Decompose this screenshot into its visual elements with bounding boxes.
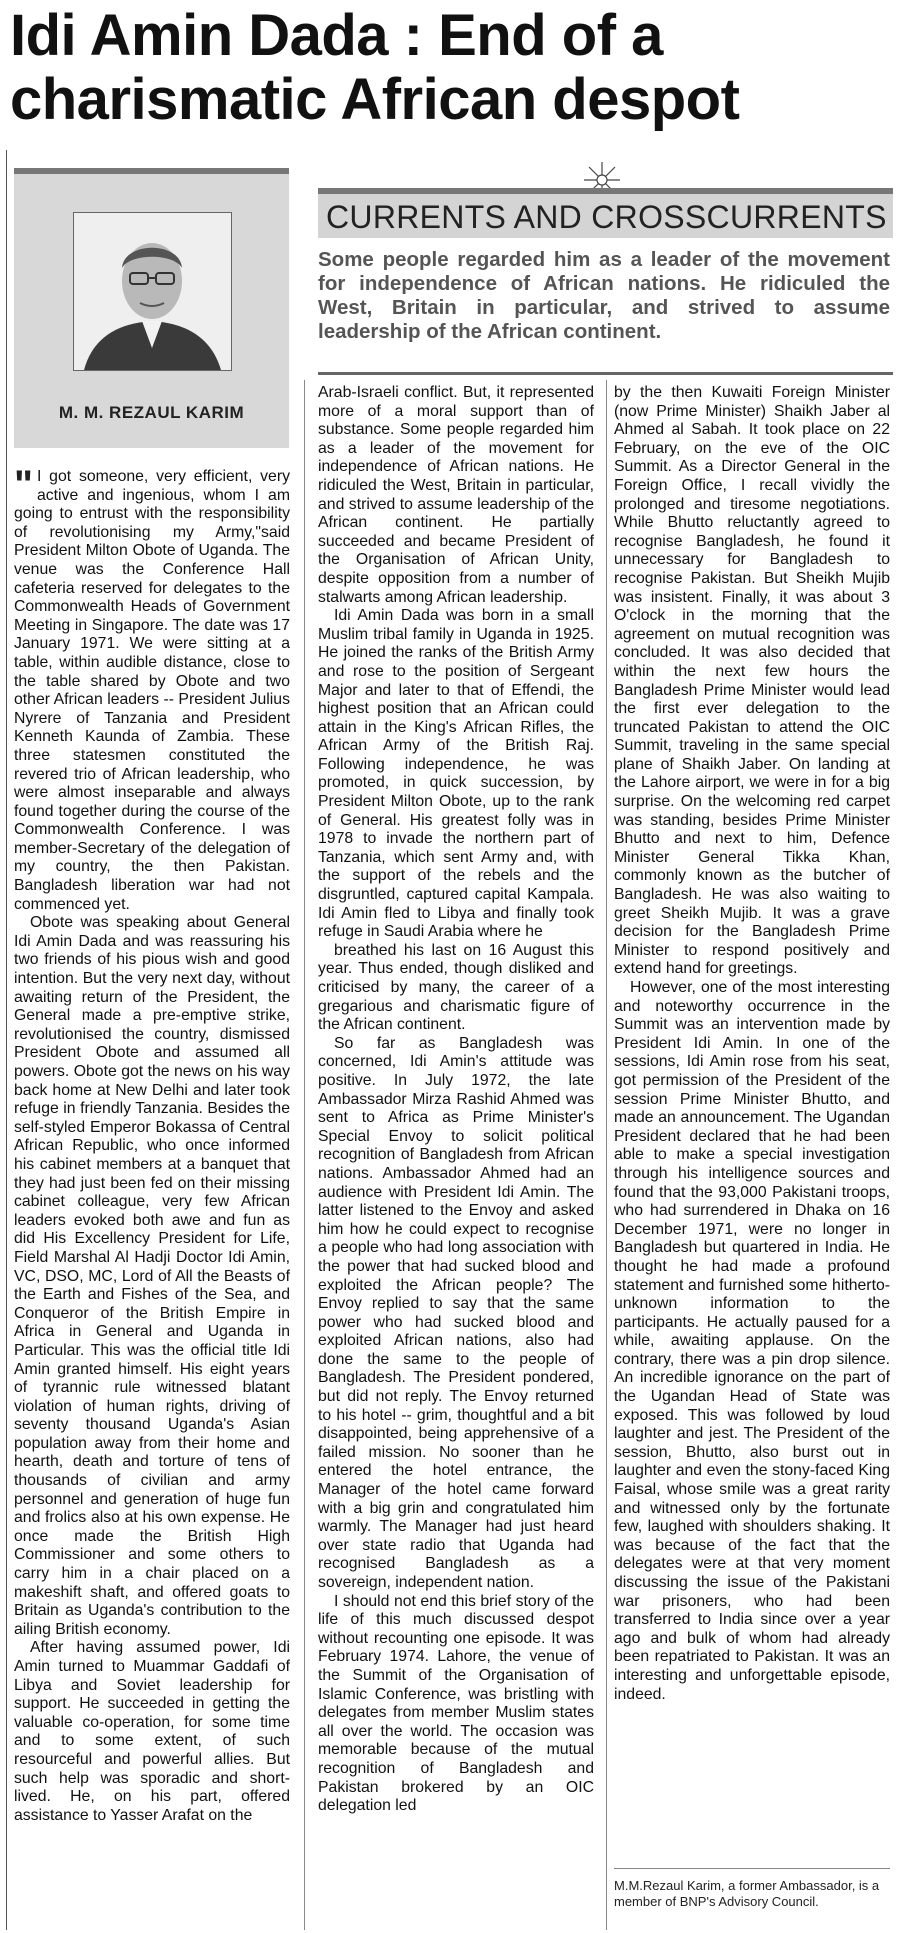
- author-note-rule: [614, 1868, 890, 1869]
- paragraph-text: I got someone, very efficient, very active and ingenious, whom I am going to entrust with the responsibility of revolutionising my Army,"said President Milton Obote of Uganda. The venue was the Conference Hall cafeteria reserved for delegates to the Commonwealth Heads of Government Meeting in Singapore. The date was 17 January 1971. We were sitting at a table, within audible distance, close to the table shared by Obote and two other African leaders -- President Julius Nyrere of Tanzania and President Kenneth Kaunda of Zambia. These three statesmen constituted the revered trio of African leadership, who were almost inseparable and always found together during the course of the Commonwealth Conference. I was member-Secretary of the delegation of my country, the then Pakistan. Bangladesh liberation war had not commenced yet.: [14, 468, 290, 913]
- standfirst: Some people regarded him as a leader of the movement for independence of African nations. He ridiculed the West, Britain in particular, and strived to assume leadership of the African continent.: [318, 248, 890, 343]
- opening-quote: ": [14, 463, 33, 507]
- paragraph: by the then Kuwaiti Foreign Minister (now Prime Minister) Shaikh Jaber al Ahmed al Sabah. It took place on 22 February, on the eve of the OIC Summit. As a Director General in the Foreign Office, I recall vividly the prolonged and tiresome negotiations. While Bhutto reluctantly agreed to recognise Bangladesh, he found it unnecessary for Bangladesh to recognise Pakistan. But Sheikh Mujib was insistent. Finally, it was about 3 O'clock in the morning that the agreement on mutual recognition was concluded. It was also decided that within the next few hours the Bangladesh Prime Minister would lead the first ever delegation to the truncated Pakistan to attend the OIC Summit, traveling in the same special plane of Shaikh Jaber. On landing at the Lahore airport, we were in for a big surprise. On the welcoming red carpet was standing, besides Prime Minister Bhutto and next to him, Defence Minister General Tikka Khan, commonly known as the butcher of Bangladesh. He was also waiting to greet Sheikh Mujib. It was a grave decision for the Bangladesh Prime Minister to respond positively and extend hand for greetings.: [614, 384, 890, 978]
- portrait-icon: [74, 213, 231, 370]
- author-box-topbar: [14, 168, 289, 174]
- author-note: M.M.Rezaul Karim, a former Ambassador, is a member of BNP's Advisory Council.: [614, 1878, 880, 1909]
- paragraph: Idi Amin Dada was born in a small Muslim tribal family in Uganda in 1925. He joined the ranks of the British Army and rose to the position of Sergeant Major and later to that of Effendi, the highest position that an African could attain in the King's African Rifles, the African Army of the British Raj. Following independence, he was promoted, in quick succession, by President Milton Obote, up to the rank of General. His greatest folly was in 1978 to invade the northern part of Tanzania, which sent Army and, with the support of the rebels and the disgruntled, captured capital Kampala. Idi Amin fled to Libya and finally took refuge in Saudi Arabia where he: [318, 607, 594, 941]
- author-photo: [73, 212, 232, 371]
- paragraph: Arab-Israeli conflict. But, it represented more of a moral support than of substance. Some people regarded him as a leader of the movement for independence of African nations. He ridiculed the West, Britain in particular, and strived to assume leadership of the African continent. He partially succeeded and became President of the Organisation of African Unity, despite opposition from a number of stalwarts among African leadership.: [318, 384, 594, 606]
- article-column-2: [318, 384, 594, 1816]
- paragraph: I should not end this brief story of the life of this much discussed despot without recounting one episode. It was February 1974. Lahore, the venue of the Summit of the Organisation of Islamic Conference, was bristling with delegates from member Muslim states all over the world. The occasion was memorable because of the mutual recognition of Bangladesh and Pakistan brokered by an OIC delegation led: [318, 1592, 594, 1815]
- column-banner-topbar: [318, 188, 893, 194]
- column-rule-1: [304, 380, 305, 1930]
- paragraph: breathed his last on 16 August this year. Thus ended, though disliked and criticised by many, the career of a gregarious and charismatic figure of the African continent.: [318, 941, 594, 1034]
- standfirst-rule: [318, 372, 893, 375]
- paragraph: So far as Bangladesh was concerned, Idi Amin's attitude was positive. In July 1972, the late Ambassador Mirza Rashid Ahmed was sent to Africa as Prime Minister's Special Envoy to solicit political recognition of Bangladesh from African nations. Ambassador Ahmed had an audience with President Idi Amin. The latter listened to the Envoy and asked him how he could expect to recognise a people who had long association with the power that had sucked blood and exploited the African people? The Envoy replied to say that the same power who had sucked blood and exploited African nations, also had done the same to the people of Bangladesh. The President pondered, but did not reply. The Envoy returned to his hotel -- grim, thoughtful and a bit disappointed, being apprehensive of a failed mission. No sooner than he entered the hotel entrance, the Manager of the hotel came forward with a big grin and congratulated him warmly. The Manager had just heard over state radio that Uganda had recognised Bangladesh as a sovereign, independent nation.: [318, 1034, 594, 1591]
- article-column-3: [614, 384, 890, 1704]
- paragraph: [14, 463, 290, 914]
- author-name: M. M. REZAUL KARIM: [58, 403, 245, 422]
- article-column-1: [14, 463, 290, 1825]
- left-rule: [6, 150, 7, 1930]
- column-rule-2: [606, 380, 607, 1930]
- paragraph: Obote was speaking about General Idi Amin Dada and was reassuring his two friends of his pious wish and good intention. But the very next day, without awaiting return of the President, the General made a pre-emptive strike, revolutionised the country, dismissed President Obote and assumed all powers. Obote got the news on his way back home at New Delhi and later took refuge in friendly Tanzania. Besides the self-styled Emperor Bokassa of Central African Republic, who once informed his cabinet members at a banquet that they had just been fed on their missing cabinet colleague, very few African leaders evoked both awe and fun as did His Excellency President for Life, Field Marshal Al Hadji Doctor Idi Amin, VC, DSO, MC, Lord of All the Beasts of the Earth and Fishes of the Sea, and Conqueror of the British Empire in Africa in General and Uganda in Particular. This was the official title Idi Amin granted himself. His eight years of tyrannic rule witnessed blatant violation of human rights, driving of seventy thousand Uganda's Asian population away from their home and hearth, death and torture of tens of thousands of civilian and army personnel and generation of huge fun and frolics also at his own expense. He once made the British High Commissioner and some others to carry him in a chair placed on a makeshift shaft, and offered goats to Britain as Uganda's contribution to the ailing British economy.: [14, 914, 290, 1638]
- column-title: CURRENTS AND CROSSCURRENTS: [326, 199, 887, 235]
- author-box: [14, 168, 289, 448]
- column-banner: [318, 188, 893, 238]
- paragraph: However, one of the most interesting and noteworthy occurrence in the Summit was an intervention made by President Idi Amin. In one of the sessions, Idi Amin rose from his seat, got permission of the President of the session Prime Minister Bhutto, and made an announcement. The Ugandan President declared that he had been able to make a special investigation through his intelligence sources and found that the 93,000 Pakistani troops, who had surrendered in Dhaka on 16 December 1971, were no longer in Bangladesh but quartered in India. He thought he had made a profound statement and furnished some hitherto-unknown information to the participants. He actually paused for a while, awaiting applause. On the contrary, there was a pin drop silence. An incredible ignorance on the part of the Ugandan Head of State was exposed. This was followed by loud laughter and jest. The President of the session, Bhutto, also burst out in laughter and even the stony-faced King Faisal, whose smile was a great rarity and witnessed only by the fortunate few, laughed with shoulders shaking. It was because of the fact that the delegates were at that very moment discussing the issue of the Pakistani war prisoners, who had been transferred to India since over a year ago and bulk of whom had already been repatriated to Pakistan. It was an interesting and unforgettable episode, indeed.: [614, 979, 890, 1703]
- paragraph: After having assumed power, Idi Amin turned to Muammar Gaddafi of Libya and Soviet leadership for support. He succeeded in getting the valuable co-operation, for some time and to some extent, of such resourceful and powerful allies. But such help was sporadic and short-lived. He, on his part, offered assistance to Yasser Arafat on the: [14, 1639, 290, 1824]
- headline: Idi Amin Dada : End of a charismatic African despot: [10, 3, 740, 132]
